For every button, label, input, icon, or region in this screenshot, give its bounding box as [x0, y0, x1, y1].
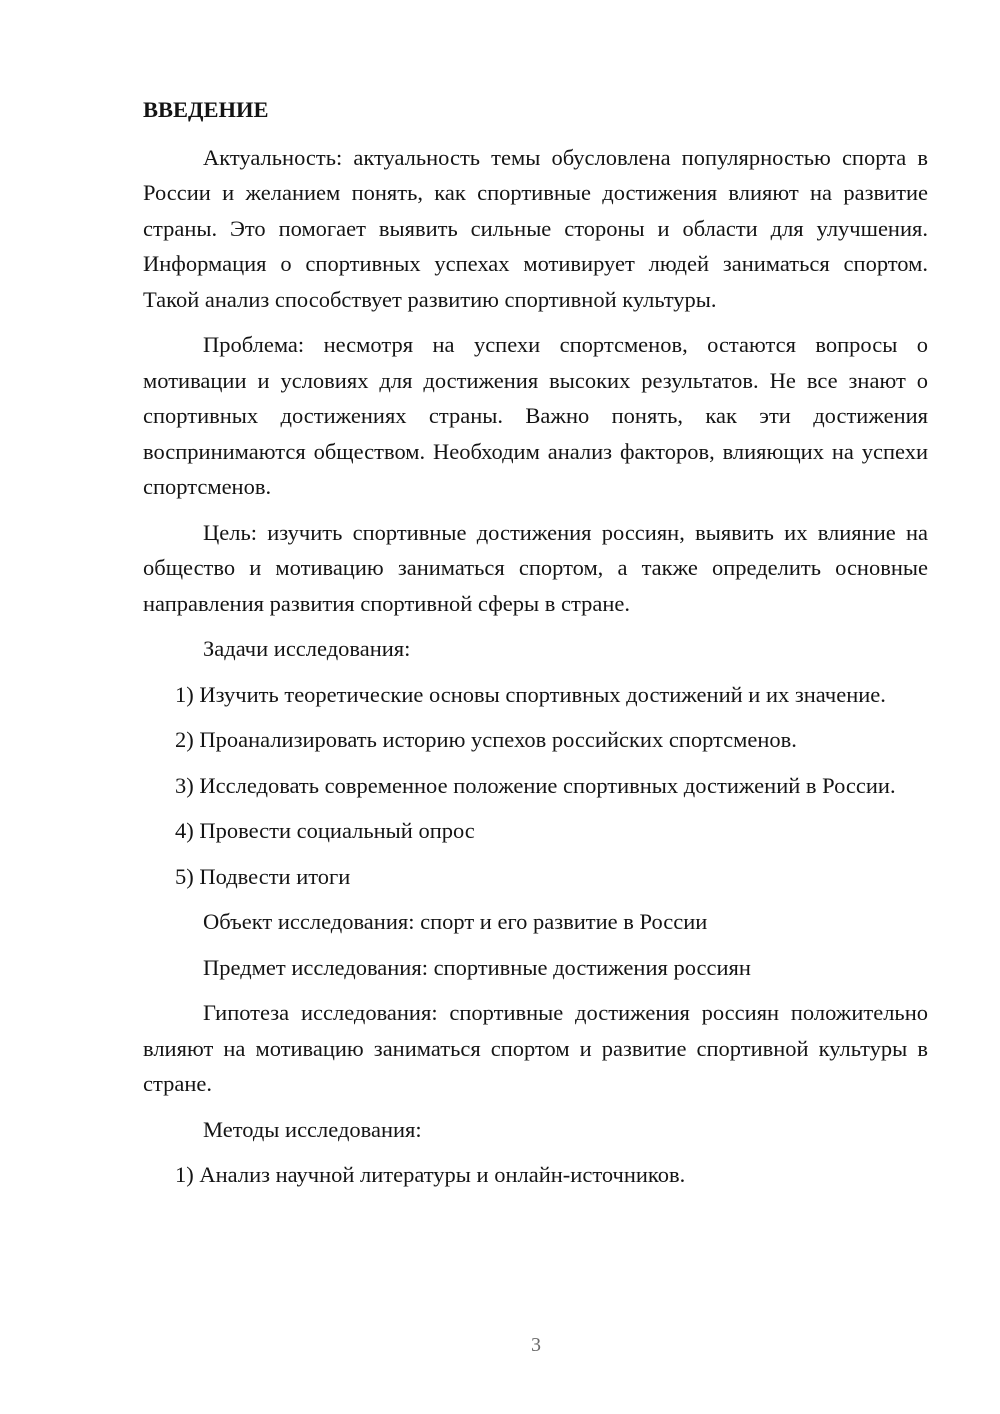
problem-paragraph: Проблема: несмотря на успехи спортсменов, остаются вопросы о мотивации и условиях для достижения высоких результатов. Не все знают о спортивных достижениях страны. Важно понять, как эти достижения воспринимаются обществом. Необходим анализ факторов, влияющих на успехи спортсменов. [143, 332, 928, 499]
tasks-heading: Задачи исследования: [203, 636, 411, 661]
task-item: 2) Проанализировать историю успехов российских спортсменов. [175, 727, 797, 752]
task-item: 5) Подвести итоги [175, 863, 351, 889]
task-item: 4) Провести социальный опрос [175, 818, 475, 843]
methods-heading: Методы исследования: [203, 1116, 422, 1142]
method-item: 1) Анализ научной литературы и онлайн-источников. [175, 1162, 686, 1187]
section-title: ВВЕДЕНИЕ [143, 97, 269, 122]
hypothesis-paragraph: Гипотеза исследования: спортивные достижения россиян положительно влияют на мотивацию заниматься спортом и развитие спортивной культуры в стране. [143, 1000, 928, 1096]
task-item: 1) Изучить теоретические основы спортивных достижений и их значение. [175, 681, 886, 707]
page-content [143, 92, 928, 1203]
page-number: 3 [531, 1334, 541, 1356]
task-item: 3) Исследовать современное положение спортивных достижений в России. [175, 772, 896, 798]
research-object: Объект исследования: спорт и его развитие в России [203, 909, 708, 934]
goal-paragraph: Цель: изучить спортивные достижения россиян, выявить их влияние на общество и мотивацию заниматься спортом, а также определить основные направления развития спортивной сферы в стране. [143, 519, 928, 616]
research-subject: Предмет исследования: спортивные достижения россиян [203, 954, 751, 980]
actuality-paragraph: Актуальность: актуальность темы обусловлена популярностью спорта в России и желанием понять, как спортивные достижения влияют на развитие страны. Это помогает выявить сильные стороны и области для улучшения. Информация о спортивных успехах мотивирует людей заниматься спортом. Такой анализ способствует развитию спортивной культуры. [143, 144, 928, 312]
